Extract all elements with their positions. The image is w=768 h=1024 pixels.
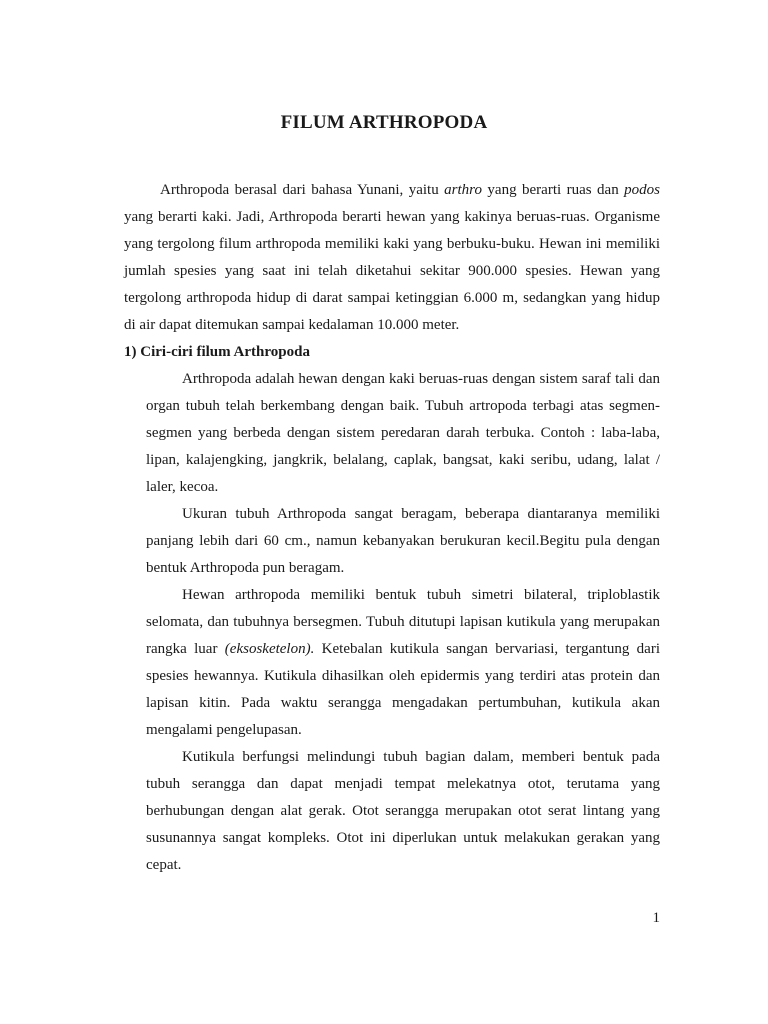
page-title: FILUM ARTHROPODA (280, 112, 488, 133)
intro-text-1: Arthropoda berasal dari bahasa Yunani, yaitu (160, 182, 445, 198)
intro-term-podos: podos (624, 182, 661, 198)
intro-paragraph (124, 177, 660, 339)
intro-text-2: yang berarti ruas dan (481, 182, 625, 198)
paragraph-3-text-1: Hewan arthropoda memiliki bentuk tubuh simetri bilateral, triploblastik selomata, dan tubuhnya bersegmen. Tubuh ditutupi lapisan kutikula yang merupakan rangka luar (146, 587, 660, 657)
paragraph-1: Arthropoda adalah hewan dengan kaki beruas-ruas dengan sistem saraf tali dan organ tubuh telah berkembang dengan baik. Tubuh artropoda terbagi atas segmen-segmen yang berbeda dengan sistem peredaran darah terbuka. Contoh : laba-laba, lipan, kalajengking, jangkrik, belalang, caplak, bangsat, kaki seribu, udang, lalat / laler, kecoa. (146, 371, 660, 495)
section-heading: 1) Ciri-ciri filum Arthropoda (124, 344, 310, 360)
paragraph-3-text-2: Ketebalan kutikula sangan bervariasi, tergantung dari spesies hewannya. Kutikula dihasilkan oleh epidermis yang terdiri atas protein dan lapisan kitin. Pada waktu serangga mengadakan pertumbuhan, kutikula akan mengalami pengelupasan. (146, 641, 660, 738)
intro-term-arthro: arthro (444, 182, 482, 198)
intro-text-3: yang berarti kaki. Jadi, Arthropoda berarti hewan yang kakinya beruas-ruas. Organisme yang tergolong filum arthropoda memiliki kaki yang berbuku-buku. Hewan ini memiliki jumlah spesies yang saat ini telah diketahui sekitar 900.000 spesies. Hewan yang tergolong arthropoda hidup di darat sampai ketinggian 6.000 m, sedangkan yang hidup di air dapat ditemukan sampai kedalaman 10.000 meter. (124, 209, 660, 333)
paragraph-3 (146, 582, 660, 744)
page-number: 1 (652, 910, 660, 926)
section-content (146, 366, 660, 879)
document-body (124, 177, 660, 879)
paragraph-4: Kutikula berfungsi melindungi tubuh bagian dalam, memberi bentuk pada tubuh serangga dan dapat menjadi tempat melekatnya otot, terutama yang berhubungan dengan alat gerak. Otot serangga merupakan otot serat lintang yang susunannya sangat kompleks. Otot ini diperlukan untuk melakukan gerakan yang cepat. (146, 749, 660, 873)
paragraph-2: Ukuran tubuh Arthropoda sangat beragam, beberapa diantaranya memiliki panjang lebih dari 60 cm., namun kebanyakan berukuran kecil.Begitu pula dengan bentuk Arthropoda pun beragam. (146, 506, 660, 576)
paragraph-3-term: (eksosketelon). (224, 641, 315, 657)
